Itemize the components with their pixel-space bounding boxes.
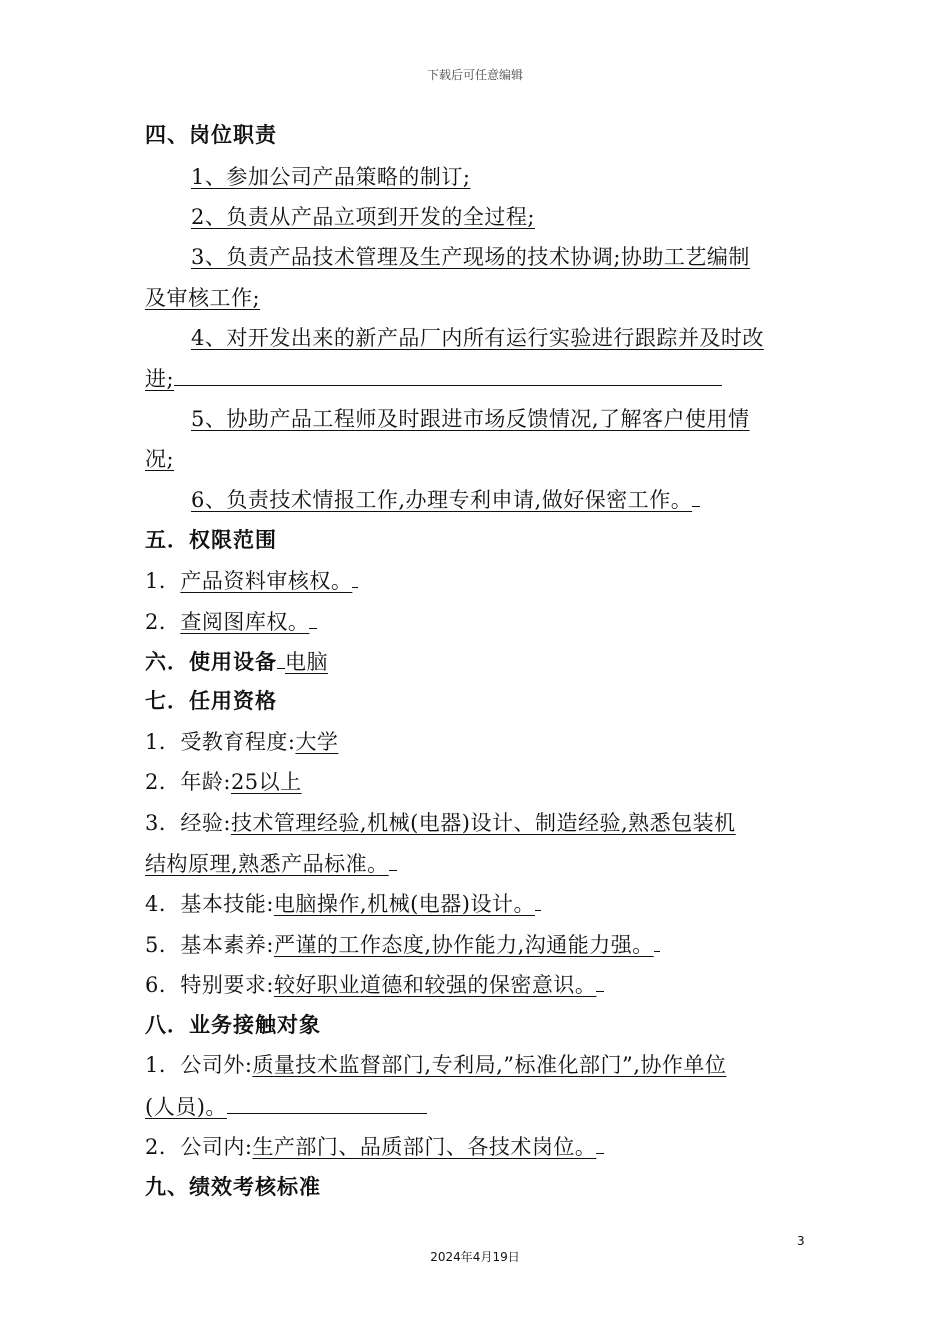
duty-item-1 <box>191 162 470 192</box>
duty-item-5-text-a: 5、协助产品工程师及时跟进市场反馈情况,了解客户使用情 <box>191 407 750 431</box>
underline-filler <box>309 606 317 629</box>
authority-item-1 <box>145 565 358 596</box>
internal-label: 2．公司内: <box>145 1135 253 1159</box>
section-title-equipment: 六．使用设备 <box>145 650 277 674</box>
skills-label: 4．基本技能: <box>145 892 274 916</box>
section-title-duties: 四、岗位职责 <box>145 123 277 147</box>
page-number: 3 <box>797 1234 805 1248</box>
age-value: 25以上 <box>230 770 302 794</box>
duty-item-2-text: 2、负责从产品立项到开发的全过程; <box>191 205 535 229</box>
internal-value: 生产部门、品质部门、各技术岗位。 <box>252 1135 597 1159</box>
contact-external-line-1 <box>145 1050 726 1080</box>
duty-item-4-text-a: 4、对开发出来的新产品厂内所有运行实验进行跟踪并及时改 <box>191 326 764 350</box>
education-label: 1．受教育程度: <box>145 730 296 754</box>
qualification-special <box>145 969 604 1000</box>
experience-label: 3．经验: <box>145 811 231 835</box>
qualification-age <box>145 767 302 797</box>
underline-filler <box>277 646 285 669</box>
authority-item-1-text: 产品资料审核权。 <box>180 569 353 593</box>
duty-item-3-line-2 <box>145 283 260 313</box>
equipment-value: 电脑 <box>285 650 328 674</box>
section-title-performance: 九、绩效考核标准 <box>145 1175 321 1199</box>
underline-filler <box>596 969 604 992</box>
underline-filler <box>692 484 700 507</box>
external-label: 1．公司外: <box>145 1053 253 1077</box>
age-label: 2．年龄: <box>145 770 231 794</box>
authority-item-2 <box>145 606 317 637</box>
section-title-qualifications: 七．任用资格 <box>145 689 277 713</box>
external-value-b: (人员)。 <box>145 1095 227 1119</box>
footer-date: 2024年4月19日 <box>430 1250 520 1264</box>
duty-item-6 <box>191 484 700 515</box>
duty-item-3-text-b: 及审核工作; <box>145 286 261 310</box>
qualification-education <box>145 727 338 757</box>
underline-filler <box>389 848 397 871</box>
underline-filler <box>596 1131 604 1154</box>
duty-item-4-line-2 <box>145 363 722 394</box>
external-value-a: 质量技术监督部门,专利局,”标准化部门”,协作单位 <box>252 1053 727 1077</box>
duty-item-3-text-a: 3、负责产品技术管理及生产现场的技术协调;协助工艺编制 <box>191 245 750 269</box>
underline-filler <box>654 929 660 952</box>
underline-filler <box>535 888 541 911</box>
duty-item-5-text-b: 况; <box>145 447 175 471</box>
authority-item-2-number: 2． <box>145 610 181 634</box>
skills-value: 电脑操作,机械(电器)设计。 <box>273 892 535 916</box>
education-value: 大学 <box>295 730 339 754</box>
contact-internal <box>145 1131 604 1162</box>
qualities-value: 严谨的工作态度,协作能力,沟通能力强。 <box>273 933 654 957</box>
underline-filler <box>174 363 722 386</box>
qualification-skills <box>145 888 541 919</box>
qualification-experience-line-1 <box>145 808 736 838</box>
special-label: 6．特别要求: <box>145 973 274 997</box>
experience-value-b: 结构原理,熟悉产品标准。 <box>145 852 389 876</box>
duty-item-5-line-1 <box>191 404 750 434</box>
qualification-qualities <box>145 929 660 960</box>
duty-item-1-text: 1、参加公司产品策略的制订; <box>191 165 471 189</box>
duty-item-3-line-1 <box>191 242 750 272</box>
qualities-label: 5．基本素养: <box>145 933 274 957</box>
duty-item-4-line-1 <box>191 323 764 353</box>
duty-item-4-text-b: 进; <box>145 367 175 391</box>
duty-item-5-line-2 <box>145 444 174 474</box>
underline-filler <box>352 565 358 588</box>
section-title-authority: 五．权限范围 <box>145 528 277 552</box>
duty-item-6-text: 6、负责技术情报工作,办理专利申请,做好保密工作。 <box>191 488 693 512</box>
duty-item-2 <box>191 202 535 232</box>
experience-value-a: 技术管理经验,机械(电器)设计、制造经验,熟悉包装机 <box>230 811 736 835</box>
section-title-contacts: 八．业务接触对象 <box>145 1013 321 1037</box>
page-header: 下载后可任意编辑 <box>426 68 523 82</box>
equipment-line <box>145 646 328 677</box>
authority-item-2-text: 查阅图库权。 <box>180 610 310 634</box>
qualification-experience-line-2 <box>145 848 397 879</box>
underline-filler <box>227 1091 427 1114</box>
authority-item-1-number: 1． <box>145 569 181 593</box>
contact-external-line-2 <box>145 1091 427 1122</box>
special-value: 较好职业道德和较强的保密意识。 <box>273 973 597 997</box>
